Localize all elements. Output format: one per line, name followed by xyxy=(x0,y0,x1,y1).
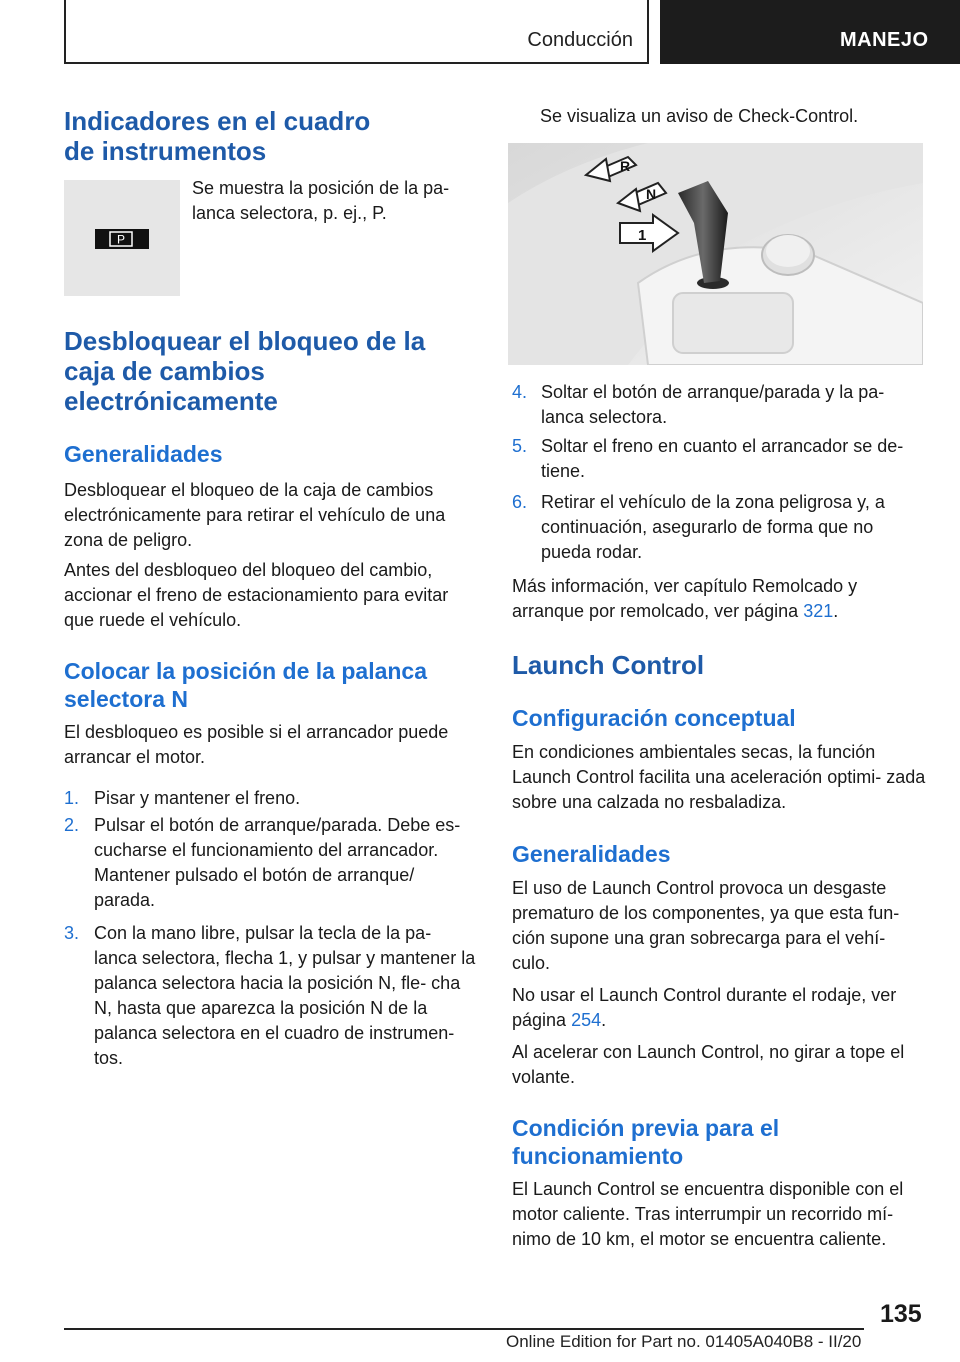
step-number-3: 3. xyxy=(64,923,80,943)
gen-paragraph-1: Desbloquear el bloqueo de la caja de cambios electrónicamente para retirar el vehículo de una zona de peligro. xyxy=(64,480,446,550)
photo-label-r: R xyxy=(620,158,631,174)
step-text-2: Pulsar el botón de arranque/parada. Debe es- cucharse el funcionamiento del arrancador. Mantener pulsado el botón de arranque/ parada. xyxy=(94,815,461,910)
photo-label-1: 1 xyxy=(638,227,647,244)
heading-condicion: Condición previa para el funcionamiento xyxy=(512,1115,780,1169)
launch-gen-paragraph-3: Al acelerar con Launch Control, no girar a tope el volante. xyxy=(512,1042,905,1087)
header-chapter-label: MANEJO xyxy=(840,29,929,51)
gear-selector-photo xyxy=(508,143,923,365)
step-number-1: 1. xyxy=(64,788,80,808)
step-number-4: 4. xyxy=(512,382,528,402)
launch-gen-paragraph-2: No usar el Launch Control durante el rodaje, ver página 254. xyxy=(512,985,897,1030)
footer-divider xyxy=(64,1328,864,1330)
page-link-321[interactable]: 321 xyxy=(803,601,834,621)
launch-gen-paragraph-1: El uso de Launch Control provoca un desgaste prematuro de los componentes, ya que esta fun- ción supone una gran sobrecarga para el vehí- culo. xyxy=(512,878,900,973)
header-chapter-tab xyxy=(660,0,960,64)
gear-position-display-icon xyxy=(64,180,180,296)
edition-note: Online Edition for Part no. 01405A040B8 - II/20 xyxy=(506,1332,862,1351)
header-section-label: Conducción xyxy=(527,29,633,51)
photo-label-n: N xyxy=(646,186,657,202)
step-text-5: Soltar el freno en cuanto el arrancador se de- tiene. xyxy=(541,436,904,481)
gear-lever-illustration-icon xyxy=(508,143,923,365)
check-control-text: Se visualiza un aviso de Check-Control. xyxy=(540,106,859,126)
heading-colocar: Colocar la posición de la palanca selectora N xyxy=(64,658,428,712)
step-text-3: Con la mano libre, pulsar la tecla de la pa- lanca selectora, flecha 1, y pulsar y mantener la palanca selectora hacia la posición N, fle- cha N, hasta que aparezca la posición N de la palanca selectora en el cuadro de instrumen- tos. xyxy=(94,923,476,1068)
step-number-2: 2. xyxy=(64,815,80,835)
heading-launch-control: Launch Control xyxy=(512,650,705,680)
heading-indicadores: Indicadores en el cuadro de instrumentos xyxy=(64,106,371,166)
condicion-paragraph: El Launch Control se encuentra disponible con el motor caliente. Tras interrumpir un recorrido mí- nimo de 10 km, el motor se encuentra caliente. xyxy=(512,1179,904,1249)
step-text-6: Retirar el vehículo de la zona peligrosa y, a continuación, asegurarlo de forma que no pueda rodar. xyxy=(541,492,885,562)
step-text-1: Pisar y mantener el freno. xyxy=(94,788,301,808)
page-number: 135 xyxy=(880,1300,922,1328)
mas-info-paragraph: Más información, ver capítulo Remolcado y arranque por remolcado, ver página 321. xyxy=(512,576,858,621)
heading-generalidades-left: Generalidades xyxy=(64,441,223,467)
indicadores-text: Se muestra la posición de la pa- lanca selectora, p. ej., P. xyxy=(192,178,450,223)
instrument-display-image xyxy=(64,180,180,296)
config-paragraph: En condiciones ambientales secas, la función Launch Control facilita una aceleración optimi- zada sobre una calzada no resbaladiza. xyxy=(512,742,926,812)
step-number-6: 6. xyxy=(512,492,528,512)
gen-paragraph-2: Antes del desbloqueo del bloqueo del cambio, accionar el freno de estacionamiento para evitar que ruede el vehículo. xyxy=(64,560,449,630)
page-link-254[interactable]: 254 xyxy=(571,1010,602,1030)
step-number-5: 5. xyxy=(512,436,528,456)
colocar-paragraph: El desbloqueo es posible si el arrancador puede arrancar el motor. xyxy=(64,722,449,767)
step-text-4: Soltar el botón de arranque/parada y la pa- lanca selectora. xyxy=(541,382,885,427)
heading-desbloquear: Desbloquear el bloqueo de la caja de cambios electrónicamente xyxy=(64,326,426,416)
heading-configuracion: Configuración conceptual xyxy=(512,705,796,731)
heading-generalidades-right: Generalidades xyxy=(512,841,671,867)
header-section-tab xyxy=(64,0,649,64)
display-symbol: P xyxy=(116,232,126,247)
